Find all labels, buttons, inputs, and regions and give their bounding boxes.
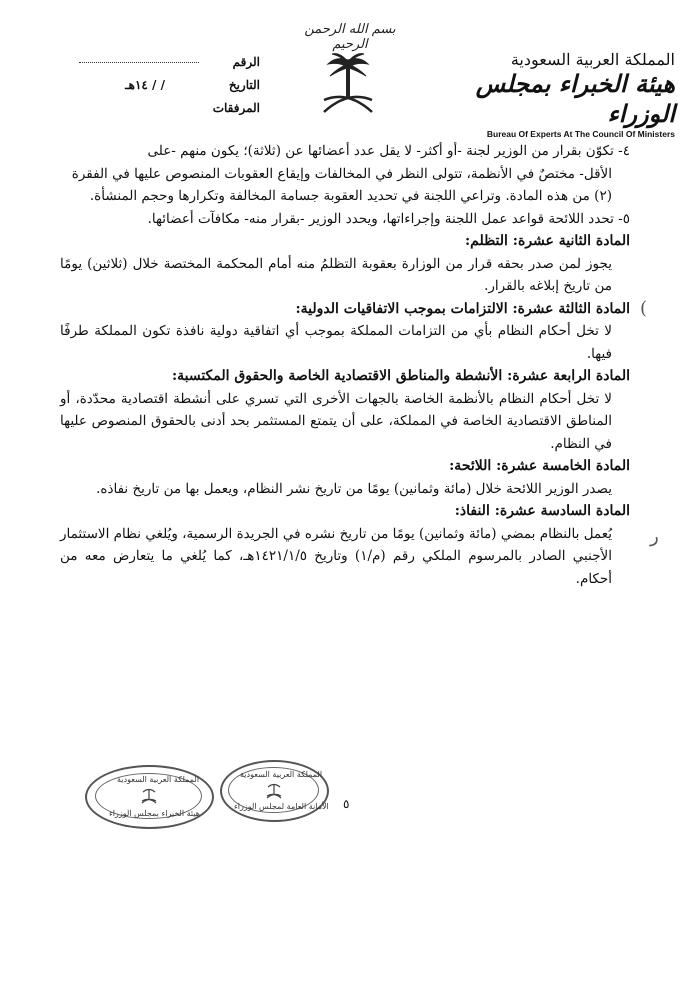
date-label: التاريخ	[228, 78, 260, 92]
margin-mark: ر	[650, 526, 659, 547]
ref-number-line	[79, 62, 199, 63]
palm-emblem-icon	[264, 782, 284, 800]
article-13-heading: المادة الثالثة عشرة: الالتزامات بموجب الاتفاقيات الدولية:	[295, 300, 630, 317]
date-row	[125, 78, 260, 92]
ref-number-row	[79, 55, 260, 69]
org-bureau-logo: هيئة الخبراء بمجلس الوزراء	[475, 69, 675, 128]
article-15-text: يصدر الوزير اللائحة خلال (مائة وثمانين) يومًا من تاريخ نشر النظام، ويعمل بها من تاريخ نفاذه.	[96, 480, 612, 497]
article-13-text: لا تخل أحكام النظام بأي من التزامات المملكة بموجب أي اتفاقية دولية نافذة تكون المملكة طرفًا فيها.	[60, 323, 612, 362]
item-4-line-2: الأقل- مختصٌ في الأنظمة، تتولى النظر في المخالفات وإيقاع العقوبات المنصوص عليها في الفقرة	[71, 165, 612, 182]
stamp-top-text: المملكة العربية السعودية	[240, 770, 323, 779]
article-12-heading: المادة الثانية عشرة: التظلم:	[464, 233, 630, 249]
article-16-heading: المادة السادسة عشرة: النفاذ:	[454, 503, 630, 519]
document-body	[60, 140, 630, 590]
item-5: ٥- تحدد اللائحة قواعد عمل اللجنة وإجراءاتها، ويحدد الوزير -بقرار منه- مكافآت أعضائها.	[147, 210, 630, 227]
article-16-text: يُعمل بالنظام بمضي (مائة وثمانين) يومًا من تاريخ نشره في الجريدة الرسمية، ويُلغي نظام الاستثمار الأجنبي الصادر بالمرسوم الملكي رقم (م/١) وتاريخ ١٤٢١/١/٥هـ، كما يُلغي ما يتعارض معه من أحكام.	[60, 525, 612, 587]
article-15-heading: المادة الخامسة عشرة: اللائحة:	[449, 458, 630, 474]
article-14-text: لا تخل أحكام النظام بالأنظمة الخاصة بالجهات الأخرى التي تسري على أنشطة اقتصادية محدّدة، أو المناطق الاقتصادية الخاصة في المملكة، على أن يتمتع المستثمر بحد أدنى بالحقوق المنصوص عليها في النظام.	[60, 390, 612, 452]
basmala: بسم الله الرحمن الرحيم	[304, 22, 396, 52]
org-kingdom: المملكة العربية السعودية	[510, 50, 675, 69]
page-number: ٥	[343, 797, 350, 811]
stamp-bottom-text: الأمانة العامة لمجلس الوزراء	[234, 802, 329, 811]
article-14-heading: المادة الرابعة عشرة: الأنشطة والمناطق الاقتصادية الخاصة والحقوق المكتسبة:	[171, 368, 630, 384]
official-stamp	[220, 760, 329, 822]
date-value: / / ١٤هـ	[125, 78, 165, 92]
org-english: Bureau Of Experts At The Council Of Ministers	[486, 129, 675, 139]
item-4-line-3: (٢) من هذه المادة. وتراعي اللجنة في تحديد العقوبة جسامة المخالفة وتكرارها وحجم المنشأة.	[89, 188, 612, 204]
stamp-top-text: المملكة العربية السعودية	[117, 775, 200, 784]
palm-emblem-icon	[139, 787, 159, 805]
margin-mark: (	[640, 298, 648, 319]
ref-number-label: الرقم	[232, 55, 260, 69]
stamp-bottom-text: هيئة الخبراء بمجلس الوزراء	[109, 809, 200, 818]
saudi-emblem-icon	[318, 50, 378, 120]
item-4-line-1: ٤- تكوّن بقرار من الوزير لجنة -أو أكثر- لا يقل عدد أعضائها عن (ثلاثة)؛ يكون منهم -على	[147, 143, 630, 159]
article-12-text: يجوز لمن صدر بحقه قرار من الوزارة بعقوبة التظلمُ منه أمام المحكمة المختصة خلال (ثلاثين) يومًا من تاريخ إبلاغه بالقرار.	[60, 255, 612, 294]
attachments-label: المرفقات	[212, 101, 260, 115]
official-stamp	[85, 765, 214, 829]
organization-block	[445, 50, 675, 139]
attachments-row	[205, 101, 260, 115]
